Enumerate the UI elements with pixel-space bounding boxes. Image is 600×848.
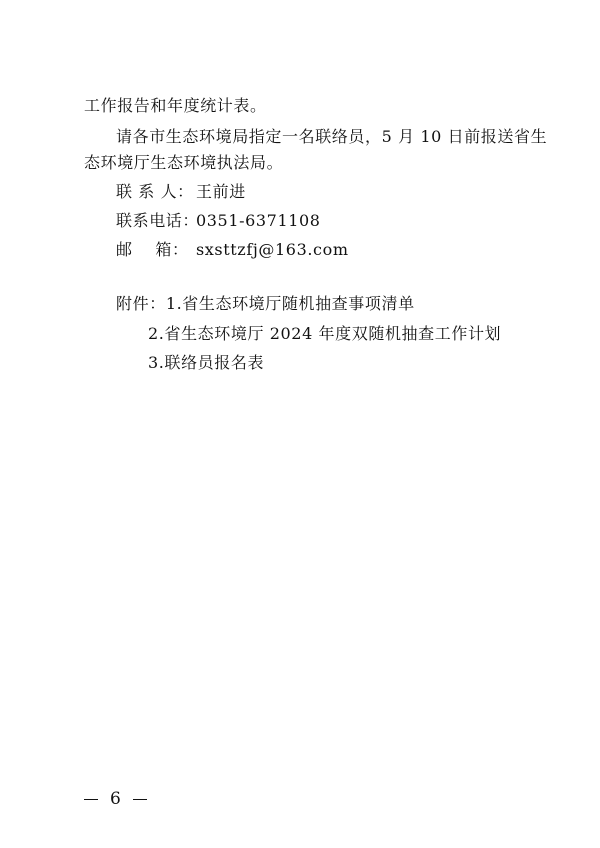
page-number: 6 [110, 789, 121, 809]
body-paragraph-line: 态环境厅生态环境执法局。 [84, 153, 284, 172]
footer-dash-left [84, 799, 98, 800]
contact-phone-value: 0351-6371108 [196, 211, 321, 230]
contact-phone-label: 联系电话： [116, 211, 200, 230]
contact-email-row [116, 240, 349, 260]
attachment-item-2: 2.省生态环境厅 2024 年度双随机抽查工作计划 [148, 324, 502, 343]
attachment-item-3: 3.联络员报名表 [148, 353, 265, 372]
body-paragraph-line: 请各市生态环境局指定一名联络员，5 月 10 日前报送省生 [116, 127, 548, 146]
page-footer [84, 789, 147, 809]
attachment-row [116, 294, 415, 314]
contact-email-label: 邮 箱： [116, 240, 189, 259]
attachments-label: 附件： [116, 294, 166, 313]
contact-email-value: sxsttzfj@163.com [196, 240, 349, 259]
contact-person-row [116, 182, 246, 202]
body-text-line: 工作报告和年度统计表。 [84, 96, 267, 115]
contact-person-label: 联 系 人： [116, 182, 194, 201]
contact-person-value: 王前进 [196, 182, 246, 201]
footer-dash-right [133, 799, 147, 800]
attachment-item-1: 1.省生态环境厅随机抽查事项清单 [165, 294, 415, 313]
contact-phone-row [116, 211, 321, 231]
